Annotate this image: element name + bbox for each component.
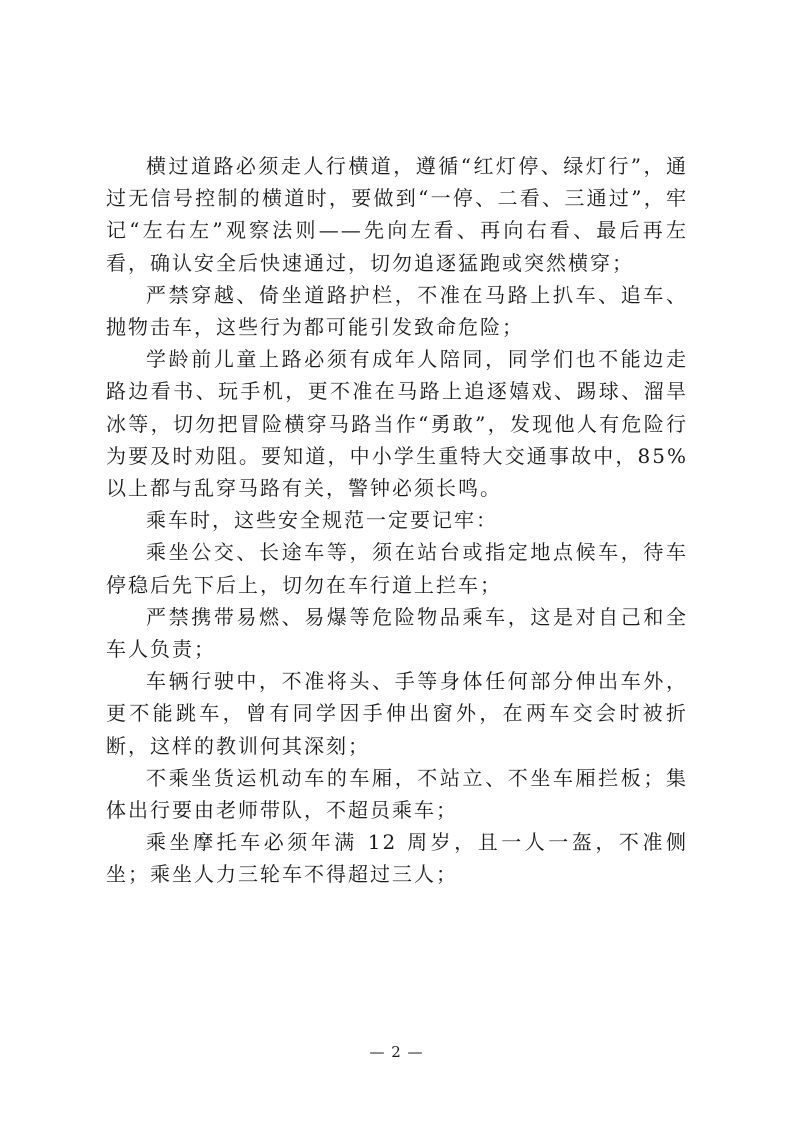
paragraph-riding-intro: 乘车时，这些安全规范一定要记牢： <box>146 508 498 533</box>
document-body <box>106 150 688 891</box>
paragraph-guardrail: 严禁穿越、倚坐道路护栏，不准在马路上扒车、追车、抛物击车，这些行为都可能引发致命危险； <box>106 282 688 340</box>
paragraph-window-safety: 车辆行驶中，不准将头、手等身体任何部分伸出车外，更不能跳车，曾有同学因手伸出窗外，在两车交会时被折断，这样的教训何其深刻； <box>106 669 688 758</box>
page-number: — 2 — <box>369 1043 424 1061</box>
paragraph-motorcycle: 乘坐摩托车必须年满 12 周岁，且一人一盔，不准侧坐；乘坐人力三轮车不得超过三人； <box>106 830 688 887</box>
paragraph-bus-waiting: 乘坐公交、长途车等，须在站台或指定地点候车，待车停稳后先下后上，切勿在车行道上拦车； <box>106 540 688 597</box>
paragraph-children-safety: 学龄前儿童上路必须有成年人陪同，同学们也不能边走路边看书、玩手机，更不准在马路上追逐嬉戏、踢球、溜旱冰等，切勿把冒险横穿马路当作“勇敢”，发现他人有危险行为要及时劝阻。要知道，中小学生重特大交通事故中，85%以上都与乱穿马路有关，警钟必须长鸣。 <box>106 347 688 501</box>
paragraph-cargo-vehicle: 不乘坐货运机动车的车厢，不站立、不坐车厢拦板；集体出行要由老师带队，不超员乘车； <box>106 765 688 823</box>
paragraph-crossing-road: 横过道路必须走人行横道，遵循“红灯停、绿灯行”，通过无信号控制的横道时，要做到“一停、二看、三通过”，牢记“左右左”观察法则——先向左看、再向右看、最后再左看，确认安全后快速通过，切勿追逐猛跑或突然横穿； <box>106 154 688 275</box>
paragraph-dangerous-goods: 严禁携带易燃、易爆等危险物品乘车，这是对自己和全车人负责； <box>106 604 688 662</box>
